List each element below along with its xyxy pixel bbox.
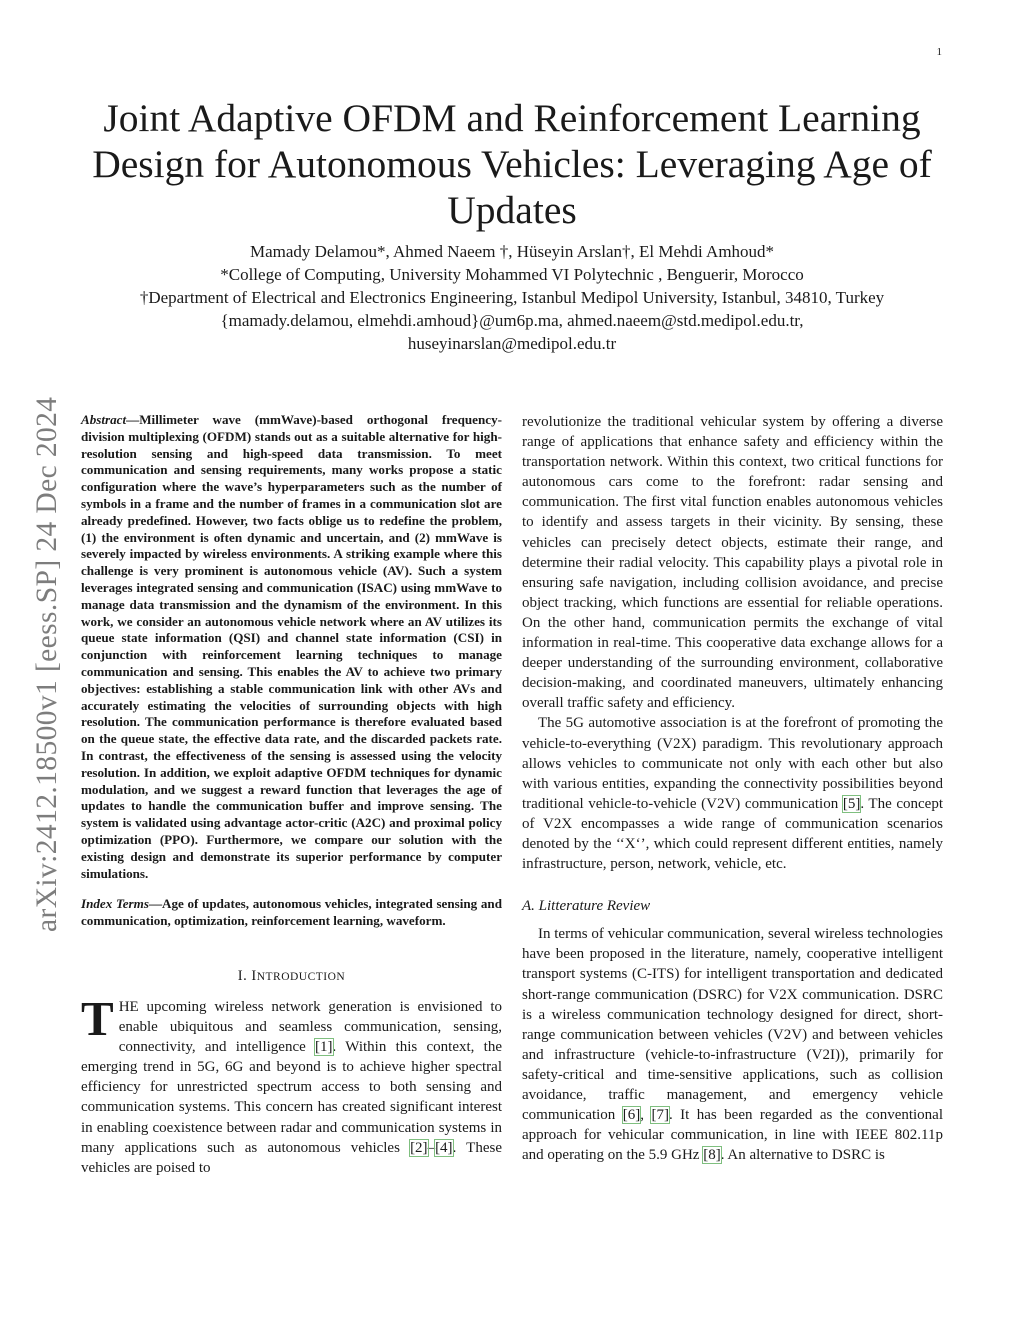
right-column	[522, 412, 943, 1165]
arxiv-stamp: arXiv:2412.18500v1 [eess.SP] 24 Dec 2024	[31, 396, 63, 932]
author-list: Mamady Delamou*, Ahmed Naeem †, Hüseyin Arslan†, El Mehdi Amhoud*	[249, 242, 775, 261]
author-block	[60, 240, 964, 355]
index-terms-label: Index Terms	[81, 896, 149, 912]
emails-line-2[interactable]: huseyinarslan@medipol.edu.tr	[407, 334, 617, 353]
abstract	[81, 412, 502, 882]
abstract-text: —Millimeter wave (mmWave)-based orthogonal frequency-division multiplexing (OFDM) stands out as a suitable alternative for high-resolution sensing and high-speed data transmission. To meet communication and sensing requirements, many works propose a static configuration where the wave’s hyperparameters such as the number of symbols in a frame and the number of frames in a communication slot are already predefined. However, two facts oblige us to redefine the problem, (1) the environment is often dynamic and uncertain, and (2) mmWave is severely impacted by wireless environments. A striking example where this challenge is very prominent is autonomous vehicle (AV). Such a system leverages integrated sensing and communication (ISAC) using mmWave to manage data transmission and the dynamism of the environment. In this work, we consider an autonomous vehicle network where an AV utilizes its queue state information (QSI) and channel state information (CSI) in conjunction with reinforcement learning techniques to manage communication and sensing. This enables the AV to achieve two primary objectives: establishing a stable communication link with other AVs and accurately estimating the velocities of surrounding objects with high resolution. The communication performance is therefore evaluated based on the queue state, the effective data rate, and the discarded packets rate. In contrast, the effectiveness of the sensing is assessed using the velocity resolution. In addition, we exploit adaptive OFDM techniques for dynamic modulation, and we suggest a reward function that leverages the age of updates to handle the communication buffer and improve sensing. The system is validated using advantage actor-critic (A2C) and proximal policy optimization (PPO). Furthermore, we compare our solution with the existing design and demonstrate its superior performance by computer simulations.	[81, 412, 502, 881]
index-terms-text: —Age of updates, autonomous vehicles, integrated sensing and communication, optimization, reinforcement learning, waveform.	[81, 896, 502, 929]
emails-line-1[interactable]: {mamady.delamou, elmehdi.amhoud}@um6p.ma, ahmed.naeem@std.medipol.edu.tr,	[220, 311, 804, 330]
citation-link[interactable]: [6]	[622, 1107, 641, 1124]
intro-paragraph: THE upcoming wireless network generation is envisioned to enable ubiquitous and seamless communication, sensing, connectivity, and intelligence [1]. Within this context, the emerging trend in 5G, 6G and beyond is to achieve higher spectral efficiency for unrestricted spectrum access to both sensing and communication systems. This concern has created significant interest in enabling coexistence between radar and communication systems in many applications such as autonomous vehicles [2]–[4]. These vehicles are poised to	[81, 991, 503, 1176]
index-terms	[81, 896, 502, 930]
subsection-heading: A. Litterature Review	[522, 898, 651, 915]
citation-link[interactable]: [2]	[410, 1139, 428, 1156]
citation-link[interactable]: [5]	[842, 795, 861, 812]
body-paragraph: In terms of vehicular communication, several wireless technologies have been proposed in the literature, namely, cooperative intelligent transport systems (C-ITS) for intelligent transportation and dedicated short-range communication (DSRC) for V2X communication. DSRC is a wireless communication technology designed for direct, short-range communication between vehicles (V2V) and between vehicles and infrastructure (vehicle-to-infrastructure (V2I)), primarily for safety-critical and time-sensitive applications, such as collision avoidance, traffic management, and emergency vehicle communication [6], [7]. It has been regarded as the conventional approach for vehicular communication, in line with IEEE 802.11p and operating on the 5.9 GHz [8]. An alternative to DSRC is	[522, 926, 944, 1164]
affiliation-2: †Department of Electrical and Electronics Engineering, Istanbul Medipol University, Istanbul, 34810, Turkey	[139, 288, 885, 307]
page-number: 1	[936, 46, 942, 58]
abstract-label: Abstract	[81, 412, 127, 427]
citation-link[interactable]: [8]	[703, 1147, 721, 1164]
body-paragraph: The 5G automotive association is at the forefront of promoting the vehicle-to-everything (V2X) paradigm. This revolutionary approach allows vehicles to communicate not only with each other but also with various entities, expanding the connectivity possibilities beyond traditional vehicle-to-vehicle (V2V) communication [5]. The concept of V2X encompasses a wide range of communication scenarios denoted by the ‘‘X‘’, which could represent different entities, namely infrastructure, person, network, vehicle, etc.	[522, 715, 943, 873]
citation-link[interactable]: [1]	[315, 1039, 333, 1056]
affiliation-1: *College of Computing, University Mohammed VI Polytechnic , Benguerir, Morocco	[220, 265, 804, 284]
citation-link[interactable]: [4]	[435, 1139, 453, 1156]
left-column	[81, 412, 502, 1178]
drop-cap: T	[81, 991, 114, 1046]
body-paragraph: revolutionize the traditional vehicular system by offering a diverse range of applications that enhance safety and efficiency within the transportation network. Within this context, two critical functions for autonomous cars come to the forefront: radar sensing and communication. The first vital function enables autonomous vehicles to identify and assess targets in their vicinity. By sensing, these vehicles can precisely detect objects, estimate their range, and determine their radial velocity. This capability plays a pivotal role in ensuring safe navigation, including collision avoidance, and precise object tracking, which functions are essential for reliable operations. On the other hand, communication permits the exchange of vital information in real-time. This cooperative data exchange allows for a deeper understanding of the surrounding environment, collaborative decision-making, and coordinated maneuvers, ultimately enhancing overall traffic safety and efficiency.	[522, 414, 943, 712]
paper-title: Joint Adaptive OFDM and Reinforcement Learning Design for Autonomous Vehicles: Leveraging Age of Updates	[92, 96, 932, 232]
section-heading-introduction: I. INTRODUCTION	[237, 967, 346, 984]
citation-link[interactable]: [7]	[651, 1107, 669, 1124]
